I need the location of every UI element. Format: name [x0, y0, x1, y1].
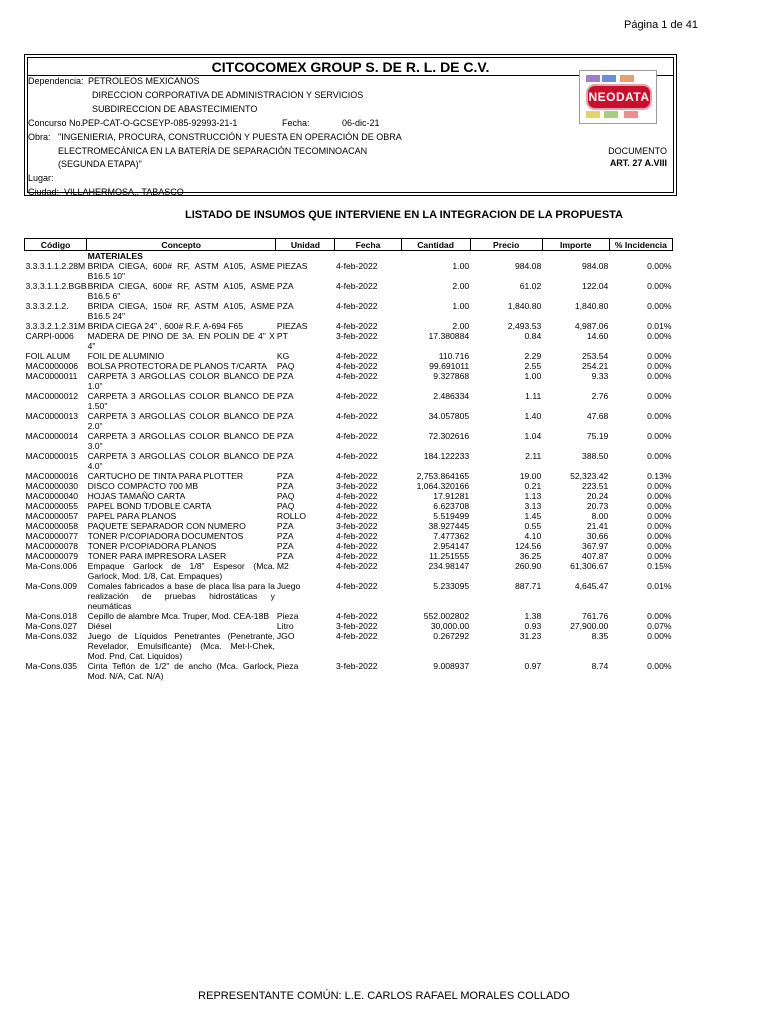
- cell-codigo: MAC0000016: [25, 471, 79, 481]
- cell-importe: 9.33: [591, 371, 609, 381]
- cell-cantidad: 552.002802: [423, 611, 470, 621]
- cell-importe: 52,323.42: [570, 471, 609, 481]
- cell-unidad: PZA: [276, 371, 294, 381]
- table-row: [25, 521, 673, 531]
- page-number: Página 1 de 41: [623, 19, 698, 31]
- cell-incidencia: 0.00%: [647, 541, 672, 551]
- cell-codigo: 3.3.3.1.1.2.BGB: [25, 281, 87, 291]
- cell-cantidad: 110.716: [438, 351, 470, 361]
- cell-importe: 984.08: [582, 261, 609, 271]
- cell-codigo: MAC0000014: [25, 431, 79, 441]
- cell-concepto: Diésel: [87, 621, 112, 631]
- cell-concepto: CARTUCHO DE TINTA PARA PLOTTER: [87, 471, 244, 481]
- cell-cantidad: 34.057805: [428, 411, 470, 421]
- cell-precio: 887.71: [514, 581, 542, 591]
- table-row: [25, 321, 673, 331]
- cell-incidencia: 0.00%: [647, 631, 672, 641]
- cell-codigo: MAC0000015: [25, 451, 79, 461]
- table-row: [25, 351, 673, 361]
- cell-concepto: BRIDA CIEGA, 600# RF, ASTM A105, ASME B16.5 10": [87, 261, 275, 281]
- cell-precio: 0.84: [524, 331, 542, 341]
- cell-codigo: Ma-Cons.032: [25, 631, 78, 641]
- table-row: [25, 551, 673, 561]
- cell-importe: 122.04: [582, 281, 609, 291]
- cell-incidencia: 0.00%: [647, 481, 672, 491]
- cell-concepto: TONER P/COPIADORA DOCUMENTOS: [87, 531, 244, 541]
- cell-cantidad: 0.267292: [433, 631, 470, 641]
- cell-concepto: TONER P/COPIADORA PLANOS: [87, 541, 217, 551]
- cell-fecha: 4-feb-2022: [335, 371, 378, 381]
- cell-fecha: 4-feb-2022: [335, 561, 378, 571]
- dependencia-line-2: DIRECCION CORPORATIVA DE ADMINISTRACION Y SERVICIOS: [92, 90, 364, 100]
- cell-unidad: Litro: [276, 621, 294, 631]
- cell-incidencia: 0.00%: [647, 301, 672, 311]
- cell-concepto: PAPEL PARA PLANOS: [87, 511, 177, 521]
- cell-codigo: MAC0000040: [25, 491, 79, 501]
- cell-codigo: MAC0000055: [25, 501, 79, 511]
- group-code-cell: [25, 251, 87, 262]
- table-header-row: [25, 239, 673, 251]
- cell-cantidad: 99.691011: [429, 361, 470, 371]
- cell-codigo: MAC0000012: [25, 391, 79, 401]
- table-row: [25, 541, 673, 551]
- cell-fecha: 4-feb-2022: [335, 471, 378, 481]
- cell-importe: 223.51: [582, 481, 609, 491]
- logo-badge: NEODATA: [586, 84, 652, 110]
- footer-representative: REPRESENTANTE COMÚN: L.E. CARLOS RAFAEL MORALES COLLADO: [198, 990, 570, 1002]
- cell-unidad: Pieza: [276, 611, 299, 621]
- cell-fecha: 3-feb-2022: [335, 521, 378, 531]
- cell-concepto: CARPETA 3 ARGOLLAS COLOR BLANCO DE 3.0": [87, 431, 275, 451]
- table-row: [25, 431, 673, 451]
- fecha-label: Fecha:: [282, 118, 310, 128]
- cell-importe: 8.35: [591, 631, 609, 641]
- cell-concepto: CARPETA 3 ARGOLLAS COLOR BLANCO DE 2.0": [87, 411, 275, 431]
- cell-fecha: 4-feb-2022: [335, 351, 378, 361]
- cell-codigo: 3.3.3.1.1.2.28M: [25, 261, 86, 271]
- cell-precio: 0.21: [524, 481, 542, 491]
- group-label: MATERIALES: [87, 251, 143, 261]
- cell-fecha: 4-feb-2022: [335, 301, 378, 311]
- cell-concepto: BRIDA CIEGA, 150# RF, ASTM A105, ASME B16.5 24": [87, 301, 275, 321]
- cell-incidencia: 0.00%: [647, 521, 672, 531]
- cell-concepto: Juego de Líquidos Penetrantes (Penetrante, Revelador, Emulsificante) (Mca. Met-l-Chek, Mod. Pnd, Cat. Liquidos): [87, 631, 275, 661]
- cell-unidad: PZA: [276, 391, 294, 401]
- cell-concepto: Cepillo de alambre Mca. Truper, Mod. CEA-18B: [87, 611, 270, 621]
- cell-unidad: PZA: [276, 301, 294, 311]
- table-body: [25, 251, 673, 682]
- cell-precio: 2.11: [525, 451, 542, 461]
- column-header-concepto: Concepto: [87, 239, 276, 251]
- table-row: [25, 511, 673, 521]
- cell-precio: 2.55: [524, 361, 542, 371]
- concurso-value: PEP-CAT-O-GCSEYP-085-92993-21-1: [82, 118, 238, 128]
- table-row: [25, 281, 673, 301]
- group-filler: [276, 251, 673, 262]
- obra-line-1: "INGENIERIA, PROCURA, CONSTRUCCIÓN Y PUESTA EN OPERACIÓN DE OBRA: [58, 132, 402, 142]
- logo-tile: [602, 75, 616, 82]
- column-header-cantidad: Cantidad: [401, 239, 470, 251]
- insumos-table: [24, 238, 673, 681]
- obra-line-3: (SEGUNDA ETAPA)": [58, 159, 142, 169]
- cell-fecha: 4-feb-2022: [335, 631, 378, 641]
- column-header-codigo: Código: [25, 239, 87, 251]
- table-row: [25, 371, 673, 391]
- cell-cantidad: 2,753.864165: [416, 471, 470, 481]
- cell-precio: 1.00: [524, 371, 542, 381]
- cell-concepto: Empaque Garlock de 1/8" Espesor (Mca. Garlock, Mod. 1/8, Cat. Empaques): [87, 561, 275, 581]
- obra-label: Obra:: [28, 132, 51, 142]
- cell-cantidad: 17.380884: [428, 331, 470, 341]
- dependencia-label: Dependencia:: [28, 76, 84, 86]
- logo-tile: [586, 111, 600, 118]
- cell-unidad: PIEZAS: [276, 261, 308, 271]
- table-row: [25, 631, 673, 661]
- cell-unidad: PZA: [276, 481, 294, 491]
- cell-concepto: CARPETA 3 ARGOLLAS COLOR BLANCO DE 1.50": [87, 391, 275, 411]
- cell-fecha: 4-feb-2022: [335, 551, 378, 561]
- cell-precio: 1.11: [525, 391, 542, 401]
- cell-codigo: Ma-Cons.018: [25, 611, 78, 621]
- cell-unidad: PAQ: [276, 361, 295, 371]
- cell-precio: 19.00: [519, 471, 542, 481]
- cell-incidencia: 0.00%: [647, 351, 672, 361]
- cell-fecha: 3-feb-2022: [335, 481, 378, 491]
- cell-incidencia: 0.00%: [647, 331, 672, 341]
- cell-codigo: MAC0000057: [25, 511, 79, 521]
- table-row: [25, 261, 673, 281]
- cell-codigo: FOIL ALUM: [25, 351, 71, 361]
- cell-cantidad: 1,064.320166: [416, 481, 470, 491]
- cell-concepto: MADERA DE PINO DE 3A. EN POLIN DE 4" X 4": [87, 331, 275, 351]
- cell-cantidad: 5.519499: [433, 511, 470, 521]
- cell-precio: 1.04: [524, 431, 542, 441]
- neodata-logo: [579, 70, 657, 124]
- ciudad-value: VILLAHERMOSA,, TABASCO: [64, 187, 184, 197]
- cell-codigo: MAC0000011: [25, 371, 78, 381]
- cell-precio: 1.40: [524, 411, 542, 421]
- cell-importe: 761.76: [582, 611, 609, 621]
- cell-precio: 0.55: [524, 521, 542, 531]
- cell-precio: 0.97: [524, 661, 542, 671]
- table-row: [25, 481, 673, 491]
- cell-codigo: 3.3.3.2.1.2.: [25, 301, 69, 311]
- cell-importe: 8.74: [591, 661, 609, 671]
- table-row: [25, 621, 673, 631]
- table-row: [25, 661, 673, 681]
- table-row: [25, 581, 673, 611]
- cell-cantidad: 2.00: [452, 321, 470, 331]
- cell-fecha: 4-feb-2022: [335, 611, 378, 621]
- cell-cantidad: 2.00: [452, 281, 470, 291]
- cell-incidencia: 0.00%: [647, 391, 672, 401]
- table-row: [25, 531, 673, 541]
- cell-importe: 4,645.47: [574, 581, 609, 591]
- fecha-value: 06-dic-21: [342, 118, 380, 128]
- cell-precio: 31.23: [519, 631, 542, 641]
- table-row: [25, 611, 673, 621]
- column-header-unidad: Unidad: [276, 239, 335, 251]
- cell-importe: 388.50: [582, 451, 609, 461]
- concurso-label: Concurso No.: [28, 118, 84, 128]
- obra-line-2: ELECTROMECÁNICA EN LA BATERÍA DE SEPARACIÓN TECOMINOACAN: [58, 146, 368, 156]
- cell-cantidad: 11.251555: [429, 551, 470, 561]
- cell-incidencia: 0.00%: [647, 661, 672, 671]
- cell-concepto: HOJAS TAMAÑO CARTA: [87, 491, 186, 501]
- cell-incidencia: 0.00%: [647, 501, 672, 511]
- cell-importe: 253.54: [582, 351, 609, 361]
- cell-fecha: 4-feb-2022: [335, 451, 378, 461]
- cell-unidad: PZA: [276, 411, 294, 421]
- column-header-fecha: Fecha: [335, 239, 401, 251]
- cell-concepto: BRIDA CIEGA 24" , 600# R.F. A-694 F65: [87, 321, 244, 331]
- cell-unidad: PZA: [276, 541, 294, 551]
- table-row: [25, 561, 673, 581]
- cell-unidad: PZA: [276, 451, 294, 461]
- cell-importe: 254.21: [582, 361, 609, 371]
- table-row: [25, 391, 673, 411]
- cell-incidencia: 0.01%: [647, 321, 672, 331]
- cell-cantidad: 5.233095: [433, 581, 470, 591]
- cell-codigo: Ma-Cons.006: [25, 561, 78, 571]
- cell-concepto: DISCO COMPACTO 700 MB: [87, 481, 199, 491]
- cell-incidencia: 0.00%: [647, 491, 672, 501]
- table-row: [25, 491, 673, 501]
- lugar-label: Lugar:: [28, 173, 54, 183]
- cell-concepto: Comales fabricados a base de placa lisa para la realización de pruebas hidrostáticas y neumáticas: [87, 581, 275, 611]
- cell-concepto: PAPEL BOND T/DOBLE CARTA: [87, 501, 212, 511]
- cell-cantidad: 7.477362: [433, 531, 470, 541]
- cell-incidencia: 0.01%: [647, 581, 672, 591]
- cell-unidad: JGO: [276, 631, 295, 641]
- cell-cantidad: 2.954147: [433, 541, 470, 551]
- cell-unidad: KG: [276, 351, 290, 361]
- cell-precio: 61.02: [519, 281, 542, 291]
- logo-tile: [586, 75, 600, 82]
- cell-codigo: 3.3.3.2.1.2.31M: [25, 321, 86, 331]
- cell-importe: 20.24: [586, 491, 609, 501]
- cell-codigo: MAC0000078: [25, 541, 79, 551]
- table-row: [25, 501, 673, 511]
- cell-fecha: 3-feb-2022: [335, 621, 378, 631]
- cell-fecha: 4-feb-2022: [335, 491, 378, 501]
- cell-unidad: PAQ: [276, 491, 295, 501]
- cell-concepto: FOIL DE ALUMINIO: [87, 351, 165, 361]
- cell-incidencia: 0.00%: [647, 281, 672, 291]
- cell-incidencia: 0.00%: [647, 551, 672, 561]
- cell-precio: 36.25: [519, 551, 542, 561]
- cell-codigo: MAC0000006: [25, 361, 79, 371]
- cell-fecha: 4-feb-2022: [335, 261, 378, 271]
- cell-importe: 367.97: [582, 541, 609, 551]
- articulo-label: ART. 27 A.VIII: [609, 158, 667, 168]
- logo-tile: [604, 111, 618, 118]
- cell-incidencia: 0.00%: [647, 531, 672, 541]
- cell-precio: 3.13: [524, 501, 542, 511]
- cell-unidad: PZA: [276, 521, 294, 531]
- cell-cantidad: 9.327868: [433, 371, 470, 381]
- group-row: [25, 251, 673, 262]
- cell-unidad: PZA: [276, 551, 294, 561]
- header-box: [24, 54, 677, 196]
- cell-concepto: BOLSA PROTECTORA DE PLANOS T/CARTA: [87, 361, 267, 371]
- dependencia-line-3: SUBDIRECCION DE ABASTECIMIENTO: [92, 104, 258, 114]
- cell-precio: 124.56: [514, 541, 542, 551]
- cell-precio: 1.13: [524, 491, 542, 501]
- logo-tile: [620, 75, 634, 82]
- cell-precio: 984.08: [514, 261, 542, 271]
- cell-precio: 1.38: [524, 611, 542, 621]
- cell-incidencia: 0.00%: [647, 361, 672, 371]
- table-row: [25, 301, 673, 321]
- cell-codigo: MAC0000013: [25, 411, 79, 421]
- cell-cantidad: 234.98147: [428, 561, 470, 571]
- table-row: [25, 331, 673, 351]
- cell-concepto: PAQUETE SEPARADOR CON NUMERO: [87, 521, 246, 531]
- cell-fecha: 4-feb-2022: [335, 501, 378, 511]
- cell-fecha: 4-feb-2022: [335, 431, 378, 441]
- cell-incidencia: 0.00%: [647, 411, 672, 421]
- cell-incidencia: 0.00%: [647, 261, 672, 271]
- cell-codigo: Ma-Cons.009: [25, 581, 78, 591]
- cell-importe: 407.87: [582, 551, 609, 561]
- cell-incidencia: 0.15%: [647, 561, 672, 571]
- column-header-incidencia: % Incidencia: [609, 239, 672, 251]
- table-row: [25, 361, 673, 371]
- company-name: CITCOCOMEX GROUP S. DE R. L. DE C.V.: [211, 59, 490, 75]
- cell-cantidad: 6.623708: [433, 501, 470, 511]
- cell-precio: 260.90: [514, 561, 542, 571]
- cell-unidad: PZA: [276, 431, 294, 441]
- cell-incidencia: 0.00%: [647, 611, 672, 621]
- cell-concepto: BRIDA CIEGA, 600# RF, ASTM A105, ASME B16.5 6": [87, 281, 275, 301]
- cell-fecha: 4-feb-2022: [335, 321, 378, 331]
- cell-unidad: M2: [276, 561, 289, 571]
- cell-unidad: Juego: [276, 581, 301, 591]
- cell-precio: 2,493.53: [507, 321, 542, 331]
- cell-cantidad: 1.00: [452, 261, 470, 271]
- cell-unidad: PZA: [276, 281, 294, 291]
- cell-concepto: CARPETA 3 ARGOLLAS COLOR BLANCO DE 1.0": [87, 371, 275, 391]
- cell-incidencia: 0.00%: [647, 371, 672, 381]
- cell-unidad: PT: [276, 331, 288, 341]
- cell-cantidad: 30,000.00: [430, 621, 470, 631]
- cell-fecha: 4-feb-2022: [335, 411, 378, 421]
- dependencia-value: PETROLEOS MEXICANOS: [88, 76, 200, 86]
- cell-fecha: 4-feb-2022: [335, 361, 378, 371]
- cell-cantidad: 72.302616: [428, 431, 470, 441]
- cell-unidad: PAQ: [276, 501, 295, 511]
- cell-concepto: Cinta Teflón de 1/2" de ancho (Mca. Garlock, Mod. N/A, Cat. N/A): [87, 661, 275, 681]
- cell-precio: 1.45: [524, 511, 542, 521]
- cell-concepto: TONER PARA IMPRESORA LASER: [87, 551, 227, 561]
- cell-fecha: 3-feb-2022: [335, 661, 378, 671]
- cell-fecha: 4-feb-2022: [335, 541, 378, 551]
- cell-unidad: PZA: [276, 531, 294, 541]
- table-row: [25, 451, 673, 471]
- cell-cantidad: 1.00: [452, 301, 470, 311]
- cell-codigo: MAC0000030: [25, 481, 79, 491]
- logo-tile: [624, 111, 638, 118]
- cell-precio: 0.93: [524, 621, 542, 631]
- cell-unidad: PIEZAS: [276, 321, 308, 331]
- cell-codigo: Ma-Cons.027: [25, 621, 78, 631]
- cell-importe: 47.68: [586, 411, 609, 421]
- cell-precio: 2.29: [524, 351, 542, 361]
- ciudad-label: Ciudad:: [28, 187, 60, 197]
- cell-cantidad: 9.008937: [433, 661, 470, 671]
- cell-incidencia: 0.13%: [647, 471, 672, 481]
- cell-importe: 8.00: [591, 511, 609, 521]
- table-row: [25, 411, 673, 431]
- cell-cantidad: 17.91281: [433, 491, 470, 501]
- documento-label: DOCUMENTO: [608, 146, 667, 156]
- cell-importe: 20.73: [586, 501, 609, 511]
- cell-codigo: MAC0000079: [25, 551, 79, 561]
- cell-fecha: 4-feb-2022: [335, 391, 378, 401]
- cell-importe: 27,900.00: [570, 621, 609, 631]
- cell-unidad: ROLLO: [276, 511, 307, 521]
- cell-fecha: 4-feb-2022: [335, 581, 378, 591]
- cell-importe: 4,987.06: [574, 321, 609, 331]
- cell-incidencia: 0.07%: [647, 621, 672, 631]
- column-header-precio: Precio: [470, 239, 542, 251]
- cell-incidencia: 0.00%: [647, 451, 672, 461]
- cell-fecha: 4-feb-2022: [335, 511, 378, 521]
- cell-unidad: PZA: [276, 471, 294, 481]
- cell-importe: 30.66: [586, 531, 609, 541]
- cell-cantidad: 184.122233: [423, 451, 470, 461]
- cell-importe: 75.19: [586, 431, 609, 441]
- cell-incidencia: 0.00%: [647, 511, 672, 521]
- cell-importe: 2.76: [591, 391, 609, 401]
- cell-cantidad: 38.927445: [428, 521, 470, 531]
- cell-unidad: Pieza: [276, 661, 299, 671]
- cell-importe: 61,306.67: [570, 561, 609, 571]
- cell-codigo: CARPI-0006: [25, 331, 74, 341]
- table-row: [25, 471, 673, 481]
- cell-importe: 21.41: [586, 521, 609, 531]
- cell-fecha: 4-feb-2022: [335, 531, 378, 541]
- cell-cantidad: 2.486334: [433, 391, 470, 401]
- cell-concepto: CARPETA 3 ARGOLLAS COLOR BLANCO DE 4.0": [87, 451, 275, 471]
- cell-fecha: 4-feb-2022: [335, 281, 378, 291]
- cell-codigo: MAC0000077: [25, 531, 79, 541]
- cell-precio: 1,840.80: [507, 301, 542, 311]
- cell-codigo: MAC0000058: [25, 521, 79, 531]
- column-header-importe: Importe: [542, 239, 609, 251]
- cell-incidencia: 0.00%: [647, 431, 672, 441]
- cell-importe: 1,840.80: [574, 301, 609, 311]
- cell-importe: 14.60: [586, 331, 609, 341]
- header-inner-frame: [27, 57, 674, 197]
- cell-fecha: 3-feb-2022: [335, 331, 378, 341]
- cell-precio: 4.10: [524, 531, 542, 541]
- cell-codigo: Ma-Cons.035: [25, 661, 78, 671]
- listing-title: LISTADO DE INSUMOS QUE INTERVIENE EN LA INTEGRACION DE LA PROPUESTA: [185, 209, 623, 221]
